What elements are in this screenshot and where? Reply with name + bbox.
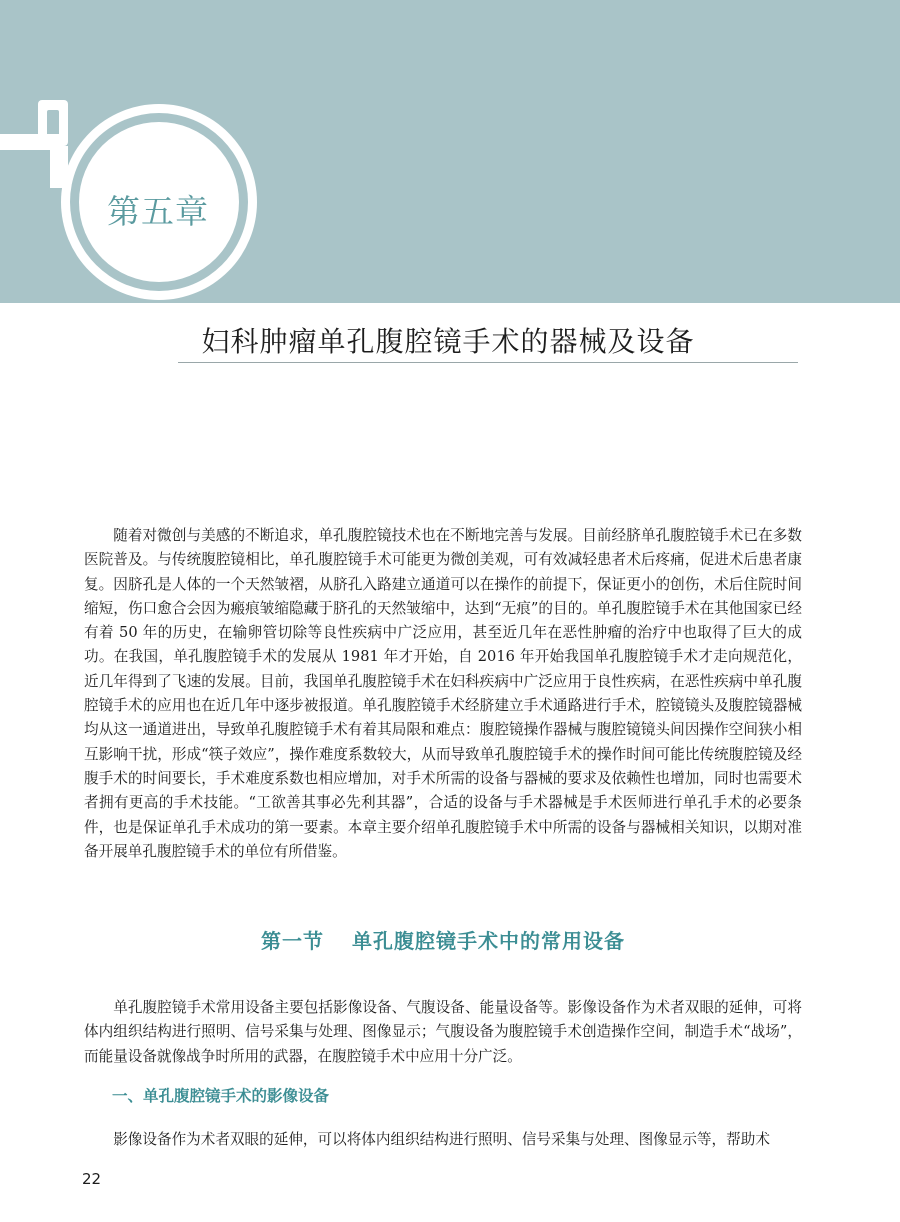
subsection-heading: 一、单孔腹腔镜手术的影像设备: [112, 1087, 330, 1105]
intro-paragraph: 随着对微创与美感的不断追求，单孔腹腔镜技术也在不断地完善与发展。目前经脐单孔腹腔镜手术已在多数医院普及。与传统腹腔镜相比，单孔腹腔镜手术可能更为微创美观，可有效减轻患者术后疼痛，促进术后患者康复。因脐孔是人体的一个天然皱褶，从脐孔入路建立通道可以在操作的前提下，保证更小的创伤，术后住院时间缩短，伤口愈合会因为瘢痕皱缩隐藏于脐孔的天然皱缩中，达到“无痕”的目的。单孔腹腔镜手术在其他国家已经有着 50 年的历史，在输卵管切除等良性疾病中广泛应用，甚至近几年在恶性肿瘤的治疗中也取得了巨大的成功。在我国，单孔腹腔镜手术的发展从 1981 年才开始，自 2016 年开始我国单孔腹腔镜手术才走向规范化，近几年得到了飞速的发展。目前，我国单孔腹腔镜手术在妇科疾病中广泛应用于良性疾病，在恶性疾病中单孔腹腔镜手术的应用也在近几年中逐步被报道。单孔腹腔镜手术经脐建立手术通路进行手术，腔镜镜头及腹腔镜器械均从这一通道进出，导致单孔腹腔镜手术有着其局限和难点：腹腔镜操作器械与腹腔镜镜头间因操作空间狭小相互影响干扰，形成“筷子效应”，操作难度系数较大，从而导致单孔腹腔镜手术的操作时间可能比传统腹腔镜及经腹手术的时间要长，手术难度系数也相应增加，对手术所需的设备与器械的要求及依赖性也增加，同时也需要术者拥有更高的手术技能。“工欲善其事必先利其器”，合适的设备与手术器械是手术医师进行单孔手术的必要条件，也是保证单孔手术成功的第一要素。本章主要介绍单孔腹腔镜手术中所需的设备与器械相关知识，以期对准备开展单孔腹腔镜手术的单位有所借鉴。: [84, 527, 802, 860]
section-number: 第一节: [261, 929, 324, 953]
chapter-title: 妇科肿瘤单孔腹腔镜手术的器械及设备: [201, 325, 695, 358]
section-title: 单孔腹腔镜手术中的常用设备: [352, 929, 625, 953]
page-number: 22: [82, 1170, 102, 1188]
subsection-paragraph: 影像设备作为术者双眼的延伸，可以将体内组织结构进行照明、信号采集与处理、图像显示等，帮助术: [113, 1131, 770, 1148]
chapter-label: 第五章: [107, 192, 209, 231]
title-divider: [178, 362, 798, 363]
section-paragraph: 单孔腹腔镜手术常用设备主要包括影像设备、气腹设备、能量设备等。影像设备作为术者双眼的延伸，可将体内组织结构进行照明、信号采集与处理、图像显示；气腹设备为腹腔镜手术创造操作空间，制造手术“战场”，而能量设备就像战争时所用的武器，在腹腔镜手术中应用十分广泛。: [84, 999, 802, 1065]
section-heading: [84, 925, 802, 954]
chapter-ring-decoration: [0, 0, 300, 310]
